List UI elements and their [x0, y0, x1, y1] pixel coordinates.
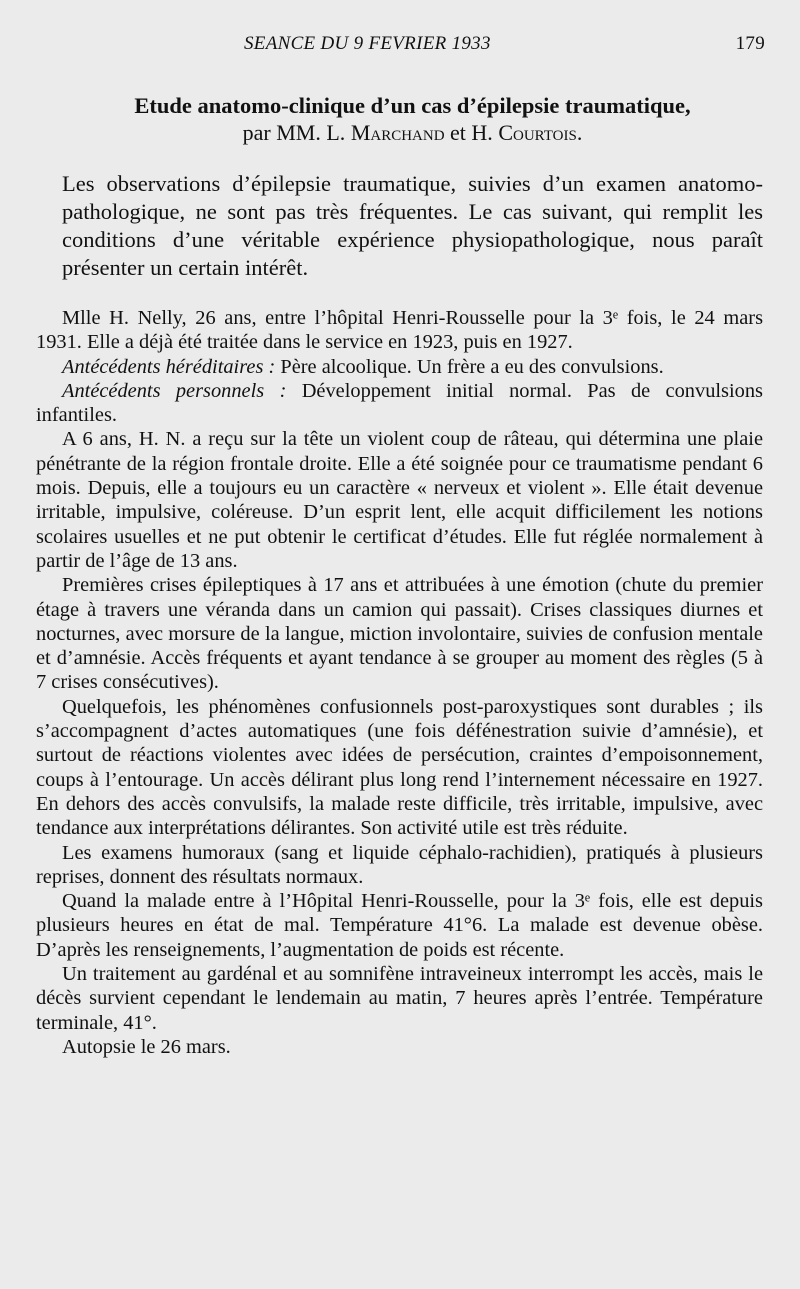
paragraph-patient: Mlle H. Nelly, 26 ans, entre l’hôpital Henri-Rousselle pour la 3ᵉ fois, le 24 mars 1931. Elle a déjà été traitée dans le service en 1923, puis en 1927. — [36, 307, 763, 354]
personal-label: Antécédents personnels : — [62, 379, 287, 402]
paragraph-hereditary — [36, 355, 763, 379]
paragraph-first-crises: Premières crises épileptiques à 17 ans et attribuées à une émotion (chute du premier étage à travers une véranda dans un camion qui passait). Crises classiques diurnes et nocturnes, avec morsure de la langue, miction involontaire, suivies de confusion mentale et d’amnésie. Accès fréquents et ayant tendance à se grouper au moment des règles (5 à 7 crises consécutives). — [36, 574, 763, 694]
running-header — [62, 30, 763, 56]
authors-end: . — [576, 120, 583, 145]
hereditary-label: Antécédents héréditaires : — [62, 355, 276, 378]
authors-prefix: par MM. L. — [242, 120, 351, 145]
paragraph-treatment: Un traitement au gardénal et au somnifène intraveineux interrompt les accès, mais le décès survient cependant le lendemain au matin, 7 heures après l’entrée. Température terminale, 41°. — [36, 963, 763, 1034]
article-authors — [62, 119, 763, 146]
paragraph-humoral-exams: Les examens humoraux (sang et liquide céphalo-rachidien), pratiqués à plusieurs reprises, donnent des résultats normaux. — [36, 841, 763, 888]
author-2: Courtois — [498, 120, 577, 145]
paragraph-trauma: A 6 ans, H. N. a reçu sur la tête un violent coup de râteau, qui détermina une plaie pénétrante de la région frontale droite. Elle a été soignée pour ce traumatisme pendant 6 mois. Depuis, elle a toujours eu un caractère « nerveux et violent ». Elle était devenue irritable, impulsive, coléreuse. D’un esprit lent, elle acquit difficilement les notions scolaires usuelles et ne put obtenir le certificat d’études. Elle fut réglée normalement à partir de l’âge de 13 ans. — [36, 428, 763, 572]
body-text — [36, 306, 763, 1059]
paragraph-admission: Quand la malade entre à l’Hôpital Henri-Rousselle, pour la 3ᵉ fois, elle est depuis plusieurs heures en état de mal. Température 41°6. La malade est devenue obèse. D’après les renseignements, l’augmentation de poids est récente. — [36, 890, 763, 961]
authors-mid: et H. — [444, 120, 499, 145]
hereditary-text: Père alcoolique. Un frère a eu des convulsions. — [275, 355, 664, 378]
personal-text: Développement initial normal. Pas de convulsions infantiles. — [36, 379, 763, 427]
paragraph-autopsy: Autopsie le 26 mars. — [62, 1035, 231, 1058]
intro-text: Les observations d’épilepsie traumatique, suivies d’un examen anatomo-pathologique, ne sont pas très fréquentes. Le cas suivant, qui remplit les conditions d’une véritable expérience physiopathologique, nous paraît présenter un certain intérêt. — [62, 171, 763, 280]
intro-paragraph — [62, 170, 763, 282]
running-title: SEANCE DU 9 FEVRIER 1933 — [244, 33, 491, 54]
author-1: Marchand — [350, 120, 445, 145]
article-title: Etude anatomo-clinique d’un cas d’épilepsie traumatique, — [134, 93, 691, 118]
paragraph-confusion: Quelquefois, les phénomènes confusionnels post-paroxystiques sont durables ; ils s’accompagnent d’actes automatiques (une fois défénestration suivie d’amnésie), et surtout de réactions violentes avec idées de persécution, craintes d’empoisonnement, coups à l’entourage. Un accès délirant plus long rend l’internement nécessaire en 1927. En dehors des accès convulsifs, la malade reste difficile, très irritable, impulsive, avec tendance aux interprétations délirantes. Son activité utile est très réduite. — [36, 695, 763, 840]
paragraph-personal — [36, 379, 763, 428]
page-number: 179 — [735, 33, 765, 54]
